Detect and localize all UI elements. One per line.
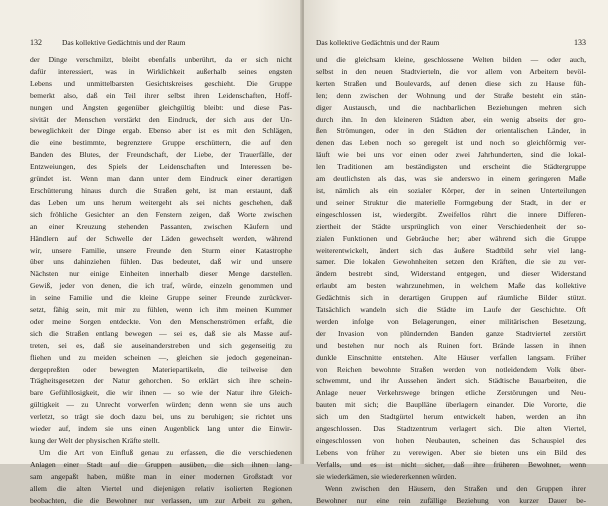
left-text-block (30, 54, 292, 506)
right-text-block (316, 54, 586, 506)
text-line: weiterentwickelt, ändert sich das äußere Stadtbild sehr viel lang- (316, 245, 586, 255)
text-line: treten, sei es, daß sie auseinanderstreben und sich gegenseitig zu (30, 340, 292, 350)
text-line: die eine bestimmte, begrenztere Gruppe erschüttern, die auf den (30, 138, 292, 148)
running-head-title-right: Das kollektive Gedächtnis und der Raum (316, 38, 440, 47)
left-page (0, 0, 302, 505)
text-line: angeschlossen. Das Stadtzentrum verlagert sich. Die alten Viertel, (316, 424, 586, 434)
text-line: Nächsten nur einige Einheiten innerhalb dieser Menge darstellen. (30, 269, 292, 279)
text-line: diger Austausch, und die nachbarlichen Beziehungen mehren sich (316, 102, 586, 112)
text-line: bare Gefühllosigkeit, die wir ihnen — so wie der Natur ihre Gleich- (30, 388, 292, 398)
text-line: len Traditionen am beständigsten und erscheint die Städtergruppe (316, 162, 586, 172)
text-line: bauten mit sich; die Bauplläne überlagern einander. Die Vororte, die (316, 400, 586, 410)
text-line: sich die Straßen entlang bewegen — sei es, daß sie als Masse auf- (30, 328, 292, 338)
text-line: sich um den Stadtgürtel herum entwickelt haben, werden an ihn (316, 412, 586, 422)
text-line: bemerkt also, daß ein Teil ihrer selbst ihren Leidenschaften, Hoff- (30, 90, 292, 100)
left-running-head (30, 38, 292, 48)
text-line: Anlage neuer Verkehrswege bringen etliche Zerstörungen und Neu- (316, 388, 586, 398)
text-line: nungen und Ängsten gegenüber gleichgültig bleibt: und diese Pas- (30, 102, 292, 112)
text-line: schwemmt, und ihr Aussehen ändert sich. Städtische Bauarbeiten, die (316, 376, 586, 386)
text-line: der Invasion von plündernden Banden ganze Stadtviertel zerstört (316, 328, 586, 338)
text-line: und seiner Struktur die materielle Formgebung der Stadt, in der er (316, 197, 586, 207)
text-line: fliehen und zu meiden scheinen —, gleichen sie jedoch gegeneinan- (30, 352, 292, 362)
text-line: das Leben um uns herum weitergeht als sei nichts geschehen, daß (30, 197, 292, 207)
text-line: dunkle Einschnitte entstehen. Alte Häuser verfallen langsam. Früher (316, 352, 586, 362)
text-line: Lebens von früher zu verewigen. Aber sie bieten uns ein Bild des (316, 447, 586, 457)
text-line: zialen Funktionen und Gebräuche her; aber während sich die Gruppe (316, 233, 586, 243)
text-line: sich fröhliche Gesichter an den Fenstern zeigen, daß Worte zwischen (30, 209, 292, 219)
right-page (304, 0, 608, 505)
text-line: sie wiederkämen, sie wiedererkennen würden. (316, 471, 457, 481)
text-line: Lebens und unmittelbarsten Gesichtskreises geschieht. Die Gruppe (30, 78, 292, 88)
text-line: gültigkeit — zu Unrecht vorwerfen würden; denn wenn sie uns auch (30, 400, 292, 410)
text-line: Banden des Blutes, der Freundschaft, der Liebe, der Trauerfälle, der (30, 150, 292, 160)
text-line: Wenn zwischen den Häusern, den Straßen und den Gruppen ihrer (325, 483, 586, 493)
text-line: und die gleichsam kleine, geschlossene Welten bilden — oder auch, (316, 55, 586, 64)
text-line: kung der Welt der physischen Kräfte stellt. (30, 436, 160, 445)
right-running-head (316, 38, 586, 48)
text-line: an einer Kreuzung stehenden Passanten, zwischen Käufern und (30, 221, 292, 231)
text-line: dafür interessiert, was in Wirklichkeit außerhalb seines engsten (30, 66, 292, 76)
text-line: wir, unsere Familie, unsere Freunde den Sturm einer Katastrophe (30, 245, 292, 255)
text-line: der Dinge verschmilzt, bleibt ebenfalls unberührt, da er sich nicht (30, 55, 292, 64)
text-line: läuft wie bei uns vor einen oder zwei Jahrhunderten, sind die lokal- (316, 150, 586, 160)
text-line: gründet ist. Wenn man dann unter dem Eindruck einer derartigen (30, 174, 292, 184)
text-line: verletzt, so trägt sie doch dazu bei, uns zu beruhigen; sie richtet uns (30, 412, 292, 422)
text-line: Händlern auf der Schwelle der Läden gewechselt werden, während (30, 233, 292, 243)
text-line: oder meine Sorgen entdeckte. Von den Menschenströmen erfaßt, die (30, 316, 292, 326)
text-line: erlaubt am besten wahrzunehmen, in welchem Maße das kollektive (316, 281, 586, 291)
text-line: Tatsächlich wandeln sich die Städte im Laufe der Geschichte. Oft (316, 305, 586, 315)
text-line: beobachten, die die Bewohner nur verlassen, um zur Arbeit zu gehen, (30, 495, 292, 505)
text-line: und bestehen nur noch als Ruinen fort. Brände lassen in ihnen (316, 340, 586, 350)
text-line: Bewohner nur eine rein zufällige Beziehung von kurzer Dauer be- (316, 495, 586, 505)
text-line: selbst in den neuen Stadtvierteln, die vor allem von Arbeitern bevöl- (316, 66, 586, 76)
text-line: Erschütterung hinaus durch die Straßen geht, ist man erstaunt, daß (30, 185, 292, 195)
text-line: kerten Straßen und Boulevards, auf denen diese sich zu Hause füh- (316, 78, 586, 88)
text-line: Gewiß, jeder von denen, die ich traf, würde, einzeln genommen und (30, 281, 292, 291)
text-line: len; denn zwischen der Wohnung und der Straße besteht ein stän- (316, 90, 586, 100)
text-line: setzt, fähig sein, mit mir zu fühlen, wenn ich ihm meinen Kummer (30, 305, 292, 315)
text-line: am deutlichsten als das, was sie anderswo in einem geringeren Maße (316, 174, 586, 184)
text-line: sivität der Menschen verstärkt den Eindruck, der sich aus der Un- (30, 114, 292, 124)
text-line: ändern bestrebt sind, Widerstand entgegen, und dieser Widerstand (316, 269, 586, 279)
text-line: werden infolge von Belagerungen, einer militärischen Besetzung, (316, 316, 586, 326)
text-line: durch ihn. In den kleineren Städten aber, ein wenig abseits der gro- (316, 114, 586, 124)
text-line: eingeschlossen von hohen Neubauten, scheinen das Schauspiel des (316, 436, 586, 445)
text-line: über uns dahinziehen fühlen. Das bedeutet, daß wir und unsere (30, 257, 292, 267)
text-line: denen das Leben noch so geregelt ist und noch so gleichförmig ver- (316, 138, 586, 148)
text-line: allem die alten Viertel und diejenigen relativ isolierten Regionen (30, 483, 292, 493)
text-line: in seine Familie und die kleine Gruppe seiner Freunde zurückver- (30, 293, 292, 303)
text-line: ist, nämlich als ein sozialer Körper, der in seinen Unterteilungen (316, 185, 586, 195)
text-line: Um die Art von Einfluß genau zu erfassen, die die verschiedenen (39, 447, 292, 457)
text-line: samer. Die lokalen Gewohnheiten setzen den Kräften, die sie zu ver- (316, 257, 586, 267)
page-number-right: 133 (574, 38, 586, 47)
text-line: sam angepaßt haben, müßte man in einer modernen Großstadt vor (30, 471, 292, 481)
text-line: ziertheit der Städte ursprünglich von einer Verschiedenheit der so- (316, 221, 586, 231)
text-line: dergepreßten oder bewegten Materiepartikeln, die teilweise den (30, 364, 292, 374)
text-line: Anlagen einer Stadt auf die Gruppen ausüben, die sich ihnen lang- (30, 459, 292, 469)
page-number-left: 132 (30, 38, 42, 47)
text-line: Entzweiungen, des Spiels der Leidenschaften und Interessen be- (30, 162, 292, 172)
text-line: eingeschlossen ist, wiedergibt. Zweifellos rührt die innere Differen- (316, 209, 586, 219)
text-line: Gedächtnis sich in derartigen Gruppen auf räumliche Bilder stützt. (316, 293, 586, 303)
running-head-title-left: Das kollektive Gedächtnis und der Raum (62, 38, 186, 47)
text-line: wieder auf, indem sie uns einen Augenblick lang unter die Einwir- (30, 424, 292, 434)
text-line: von Reichen bewohnte Straßen werden von notleidendem Volk über- (316, 364, 586, 374)
text-line: Verfalls, und es ist nicht sicher, daß ihre früheren Bewohner, wenn (316, 459, 586, 469)
text-line: Trägheitsgesetzen der Natur gehorchen. So erklärt sich ihre schein- (30, 376, 292, 386)
text-line: beweglichkeit der Dinge ergab. Ebenso aber ist es mit den Schlägen, (30, 126, 292, 136)
text-line: ßen Strömungen, oder in den Städten der orientalischen Länder, in (316, 126, 586, 136)
